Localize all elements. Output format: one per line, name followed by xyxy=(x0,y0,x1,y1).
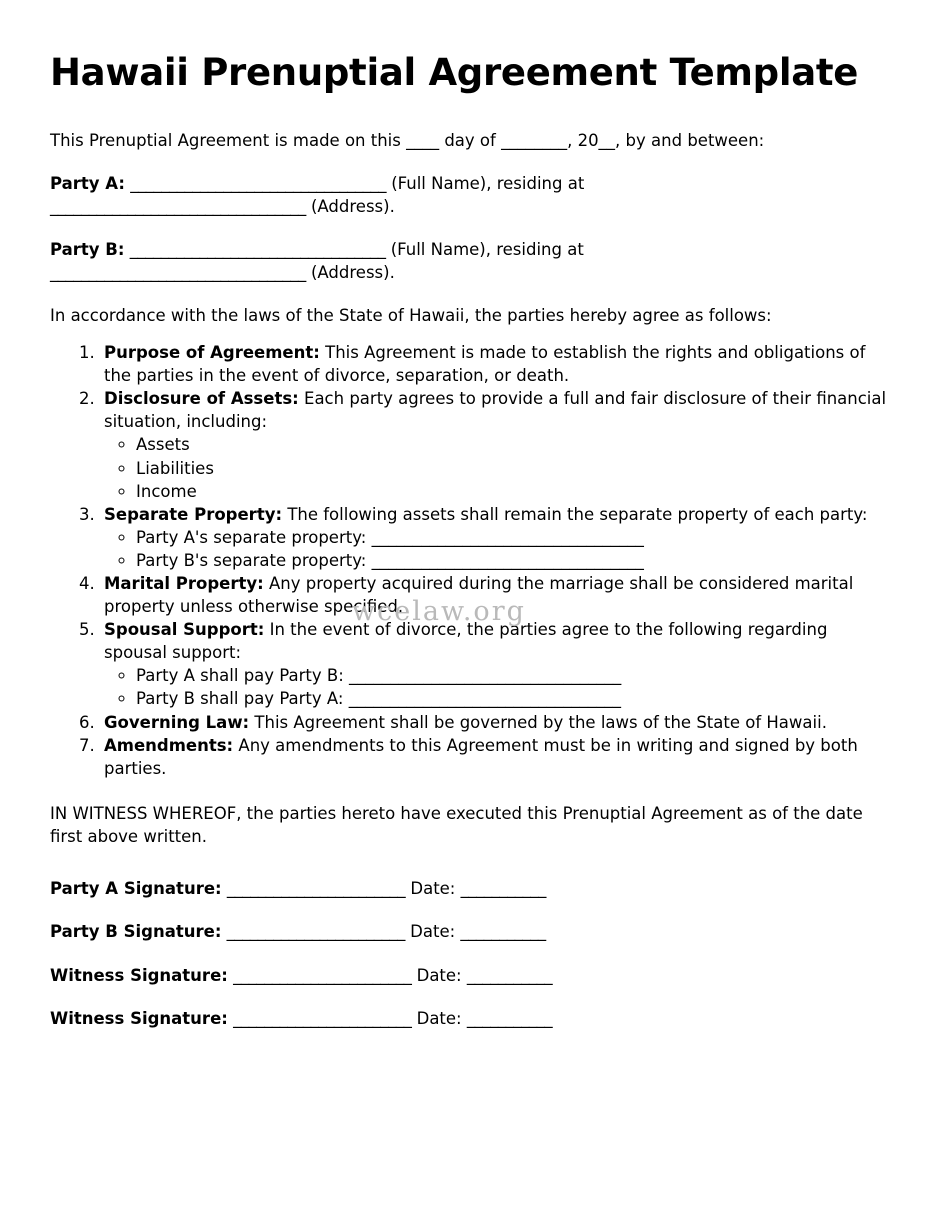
clause-text: In the event of divorce, the parties agree to the following regarding spousal support: xyxy=(104,620,828,663)
clause-item xyxy=(100,711,893,734)
clause-subitem: ◦ Income xyxy=(136,480,893,503)
clause-text: This Agreement is made to establish the rights and obligations of the parties in the event of divorce, separation, or death. xyxy=(104,343,866,386)
clause-subitem: ◦ Liabilities xyxy=(136,457,893,480)
watermark: wcelaw.org xyxy=(352,596,526,627)
signature-label: Party B Signature: xyxy=(50,922,222,942)
date-label: Date: xyxy=(416,1008,462,1028)
party-b-address-note: (Address). xyxy=(311,263,395,283)
clause-text: This Agreement shall be governed by the laws of the State of Hawaii. xyxy=(254,712,827,732)
date-blank: ___________ xyxy=(466,965,553,985)
clause-text: Each party agrees to provide a full and fair disclosure of their financial situation, including: xyxy=(104,389,887,432)
page-title: Hawaii Prenuptial Agreement Template xyxy=(50,51,859,94)
party-b-address-blank: _________________________________ xyxy=(50,263,306,283)
party-a-name-note: (Full Name), residing at xyxy=(391,173,585,193)
clause-term: Amendments: xyxy=(104,735,234,755)
clause-sublist xyxy=(104,664,893,710)
signature-block xyxy=(50,877,893,1031)
clause-sublist xyxy=(104,526,893,572)
signature-blank: _______________________ xyxy=(226,878,406,898)
clause-term: Purpose of Agreement: xyxy=(104,343,320,363)
signature-row xyxy=(50,964,893,987)
clause-sublist xyxy=(104,433,893,502)
clause-item xyxy=(100,387,893,502)
clause-subitem: ◦ Party B's separate property: _________________________________ xyxy=(136,549,893,572)
party-a-name-blank: _________________________________ xyxy=(130,173,386,193)
clause-item xyxy=(100,734,893,780)
clause-subitem: ◦ Party A shall pay Party B: _________________________________ xyxy=(136,664,893,687)
clause-subitem: ◦ Party A's separate property: _________________________________ xyxy=(136,526,893,549)
clause-text: Any property acquired during the marriage shall be considered marital property unless otherwise specified. xyxy=(104,574,854,617)
intro-paragraph: This Prenuptial Agreement is made on this ____ day of ________, 20__, by and between: xyxy=(50,130,765,150)
date-label: Date: xyxy=(410,922,456,942)
party-b-name-blank: _________________________________ xyxy=(129,239,386,259)
date-label: Date: xyxy=(410,878,456,898)
clause-item xyxy=(100,503,893,572)
signature-row xyxy=(50,1007,893,1030)
signature-label: Witness Signature: xyxy=(50,965,228,985)
party-b-label: Party B: xyxy=(50,239,125,259)
party-a-address-note: (Address). xyxy=(311,197,395,217)
date-blank: ___________ xyxy=(460,922,546,942)
signature-row xyxy=(50,920,893,943)
signature-blank: _______________________ xyxy=(233,1008,412,1028)
party-a-block xyxy=(50,172,893,219)
clause-list xyxy=(50,341,893,780)
signature-label: Witness Signature: xyxy=(50,1008,228,1028)
clause-subitem: ◦ Assets xyxy=(136,433,893,456)
signature-label: Party A Signature: xyxy=(50,878,222,898)
clause-item xyxy=(100,618,893,710)
signature-blank: _______________________ xyxy=(233,965,412,985)
clause-term: Separate Property: xyxy=(104,504,283,524)
witness-clause: IN WITNESS WHEREOF, the parties hereto have executed this Prenuptial Agreement as of the date first above written. xyxy=(50,803,863,847)
date-label: Date: xyxy=(416,965,462,985)
party-b-name-note: (Full Name), residing at xyxy=(390,239,584,259)
clause-item xyxy=(100,572,893,618)
clause-term: Marital Property: xyxy=(104,574,264,594)
clause-term: Disclosure of Assets: xyxy=(104,389,299,409)
clause-text: The following assets shall remain the separate property of each party: xyxy=(287,504,868,524)
date-blank: ___________ xyxy=(460,878,546,898)
party-a-label: Party A: xyxy=(50,173,125,193)
clause-term: Governing Law: xyxy=(104,712,250,732)
party-a-address-blank: _________________________________ xyxy=(50,197,306,217)
party-b-block xyxy=(50,238,893,285)
clause-term: Spousal Support: xyxy=(104,620,265,640)
clause-subitem: ◦ Party B shall pay Party A: _________________________________ xyxy=(136,687,893,710)
clause-item xyxy=(100,341,893,387)
accordance-paragraph: In accordance with the laws of the State of Hawaii, the parties hereby agree as follows: xyxy=(50,305,772,325)
clause-text: Any amendments to this Agreement must be in writing and signed by both parties. xyxy=(104,735,858,778)
signature-blank: _______________________ xyxy=(226,922,405,942)
signature-row xyxy=(50,877,893,900)
date-blank: ___________ xyxy=(466,1008,553,1028)
